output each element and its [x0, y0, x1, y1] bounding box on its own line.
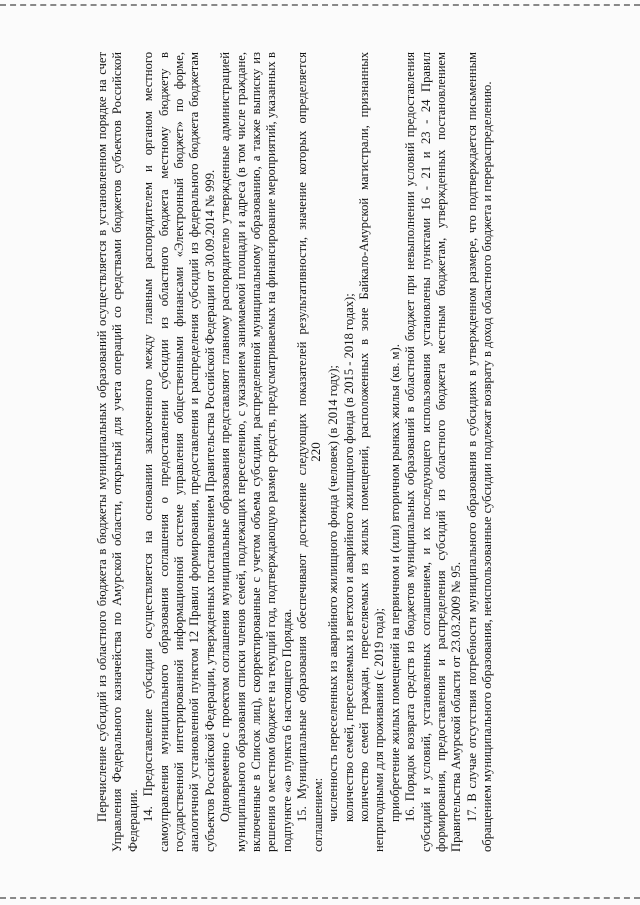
text-column — [95, 52, 496, 852]
paragraph-14: 14. Предоставление субсидии осуществляется на основании заключенного между главным распорядителем и органом местного самоуправления муниципального образования соглашения о предоставлении субсидии из областного бюджета местному бюджету в государственной интегрированной информационной системе управления общественными финансами «Электронный бюджет» по форме, аналогичной установленной пунктом 12 Правил формирования, предоставления и распределения субсидий из федерального бюджета бюджетам субъектов Российской Федерации, утвержденных постановлением Правительства Российской Федерации от 30.09.2014 № 999. — [141, 52, 217, 852]
indicator-item-4: приобретение жилых помещений на первичном и (или) вторичном рынках жилья (кв. м). — [387, 344, 402, 822]
paragraph-15: 15. Муниципальные образования обеспечивают достижение следующих показателей результативности, значение которых определяется соглашением: — [295, 52, 325, 852]
paragraph-simultaneously: Одновременно с проектом соглашения муниципальные образования представляют главному распорядителю утвержденные администрацией муниципального образования списки членов семей, подлежащих переселению, с указанием занимаемой площади и адреса (в том числе граждане, включенные в Список лиц), скорректированные с учетом объема субсидии, распределенной муниципальному образованию, а также выписку из решения о местном бюджете на текущий год, подтверждающую размер средств, предусматриваемых на финансирование мероприятий, указанных в подпункте «а» пункта 6 настоящего Порядка. — [218, 52, 294, 852]
scan-border-top — [0, 4, 640, 12]
indicator-item-3: количество семей граждан, переселяемых из жилых помещений, расположенных в зоне Байкало-Амурской магистрали, признанных непригодными для проживания (с 2019 года); — [356, 52, 387, 852]
indicator-item-1: численность переселенных из аварийного жилищного фонда (человек) (в 2014 году); — [326, 365, 341, 822]
paragraph-17: 17. В случае отсутствия потребности муниципального образования в субсидиях в утвержденном размере, что подтверждается письменным обращением муниципального образования, неиспользованные субсидии подлежат возврату в доход областного бюджета и перераспределению. — [464, 52, 495, 852]
scan-border-bottom — [0, 897, 640, 905]
paragraph-transfer: Перечисление субсидий из областного бюджета в бюджеты муниципальных образований осуществляется в установленном порядке на счет Управления Федерального казначейства по Амурской области, открытый для учета операций со средствами бюджетов субъектов Российской Федерации. — [95, 52, 140, 852]
page-number: 220 — [308, 442, 323, 462]
indicator-item-2: количество семей, переселяемых из ветхого и аварийного жилищного фонда (в 2015 - 2018 годах); — [341, 293, 356, 822]
rotated-text-body — [95, 42, 545, 862]
paragraph-16: 16. Порядок возврата средств из бюджетов муниципальных образований в областной бюджет при невыполнении условий предоставления субсидий и условий, установленных соглашением, и их последующего использования установлены пунктами 16 - 21 и 23 - 24 Правил формирования, предоставления и распределения субсидий из областного бюджета местным бюджетам, утвержденных постановлением Правительства Амурской области от 23.03.2009 № 95. — [403, 52, 464, 852]
